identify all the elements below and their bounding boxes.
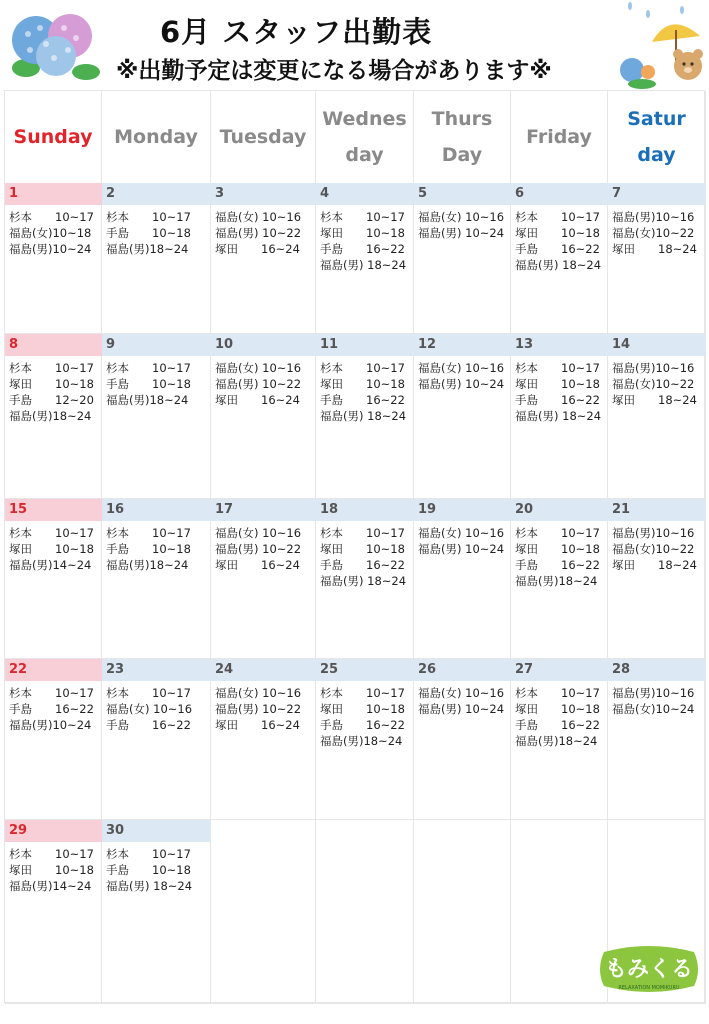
calendar-day-cell bbox=[316, 183, 414, 334]
date-number: 12 bbox=[414, 334, 511, 356]
date-number: 30 bbox=[102, 820, 211, 842]
date-number: 16 bbox=[102, 499, 211, 521]
staff-shift-list: 杉本 10~17 塚田 10~18 福島(男)14~24 bbox=[9, 526, 94, 572]
calendar-day-cell bbox=[211, 659, 316, 820]
date-number: 2 bbox=[102, 183, 211, 205]
umbrella-bear-illustration bbox=[612, 0, 709, 92]
date-number: 3 bbox=[211, 183, 316, 205]
date-number: 10 bbox=[211, 334, 316, 356]
calendar-day-cell bbox=[102, 659, 211, 820]
staff-shift-list: 杉本 10~17 塚田 10~18 手島 16~22 福島(男) 18~24 bbox=[320, 361, 407, 423]
calendar-day-cell bbox=[316, 499, 414, 659]
calendar-grid bbox=[4, 90, 705, 1003]
date-number: 21 bbox=[608, 499, 706, 521]
staff-shift-list: 福島(女) 10~16 福島(男) 10~24 bbox=[418, 210, 505, 240]
staff-shift-list: 福島(女) 10~16 福島(男) 10~24 bbox=[418, 686, 505, 716]
date-number: 9 bbox=[102, 334, 211, 356]
calendar-day-cell bbox=[5, 334, 102, 499]
staff-shift-list: 杉本 10~17 塚田 10~18 手島 16~22 福島(男)18~24 bbox=[515, 686, 600, 748]
weekday-header: Monday bbox=[102, 91, 211, 183]
date-number: 20 bbox=[511, 499, 608, 521]
date-number: 26 bbox=[414, 659, 511, 681]
weekday-header: Wednes day bbox=[316, 91, 414, 183]
calendar-day-cell bbox=[511, 499, 608, 659]
staff-shift-list: 福島(男)10~16 福島(女)10~24 bbox=[612, 686, 695, 716]
staff-shift-list: 杉本 10~17 塚田 10~18 手島 16~22 福島(男) 18~24 bbox=[320, 526, 407, 588]
calendar-day-cell bbox=[211, 183, 316, 334]
staff-shift-list: 杉本 10~17 手島 10~18 福島(男)18~24 bbox=[106, 210, 191, 256]
page-title: 6月 スタッフ出勤表 bbox=[160, 15, 433, 49]
date-number: 11 bbox=[316, 334, 414, 356]
date-number: 13 bbox=[511, 334, 608, 356]
date-number: 6 bbox=[511, 183, 608, 205]
date-number: 24 bbox=[211, 659, 316, 681]
date-number: 19 bbox=[414, 499, 511, 521]
staff-shift-list: 福島(男)10~16 福島(女)10~22 塚田 18~24 bbox=[612, 361, 697, 407]
date-number: 8 bbox=[5, 334, 102, 356]
date-number: 15 bbox=[5, 499, 102, 521]
calendar-day-cell bbox=[511, 820, 608, 1004]
staff-shift-list: 杉本 10~17 福島(女)10~18 福島(男)10~24 bbox=[9, 210, 94, 256]
calendar-day-cell bbox=[211, 820, 316, 1004]
date-number: 7 bbox=[608, 183, 706, 205]
staff-shift-list: 福島(女) 10~16 福島(男) 10~24 bbox=[418, 526, 505, 556]
staff-shift-list: 福島(女) 10~16 福島(男) 10~22 塚田 16~24 bbox=[215, 210, 302, 256]
date-number: 14 bbox=[608, 334, 706, 356]
header bbox=[0, 0, 709, 90]
staff-shift-list: 杉本 10~17 塚田 10~18 手島 16~22 福島(男) 18~24 bbox=[515, 361, 602, 423]
calendar-day-cell bbox=[608, 499, 706, 659]
calendar-day-cell bbox=[211, 334, 316, 499]
staff-shift-list: 福島(女) 10~16 福島(男) 10~22 塚田 16~24 bbox=[215, 526, 302, 572]
staff-shift-list: 杉本 10~17 福島(女) 10~16 手島 16~22 bbox=[106, 686, 193, 732]
calendar-day-cell bbox=[608, 183, 706, 334]
calendar-day-cell bbox=[5, 499, 102, 659]
staff-shift-list: 杉本 10~17 手島 10~18 福島(男) 18~24 bbox=[106, 847, 193, 893]
staff-shift-list: 福島(男)10~16 福島(女)10~22 塚田 18~24 bbox=[612, 210, 697, 256]
calendar-day-cell bbox=[5, 183, 102, 334]
weekday-header: Sunday bbox=[5, 91, 102, 183]
calendar-day-cell bbox=[5, 659, 102, 820]
calendar-day-cell bbox=[608, 659, 706, 820]
weekday-header: Thurs Day bbox=[414, 91, 511, 183]
svg-text:もみくる: もみくる bbox=[604, 957, 694, 982]
page-subtitle: ※出勤予定は変更になる場合があります※ bbox=[116, 58, 552, 84]
calendar-day-cell bbox=[414, 499, 511, 659]
hydrangea-illustration bbox=[6, 6, 106, 86]
date-number: 27 bbox=[511, 659, 608, 681]
staff-shift-list: 杉本 10~17 塚田 10~18 手島 16~22 福島(男) 18~24 bbox=[320, 210, 407, 272]
calendar-day-cell bbox=[511, 659, 608, 820]
svg-text:RELAXATION MOMIKURU: RELAXATION MOMIKURU bbox=[618, 985, 680, 991]
staff-shift-list: 杉本 10~17 手島 16~22 福島(男)10~24 bbox=[9, 686, 94, 732]
calendar-day-cell bbox=[608, 334, 706, 499]
staff-shift-list: 福島(女) 10~16 福島(男) 10~22 塚田 16~24 bbox=[215, 361, 302, 407]
date-number: 29 bbox=[5, 820, 102, 842]
date-number: 5 bbox=[414, 183, 511, 205]
staff-shift-list: 杉本 10~17 手島 10~18 福島(男)18~24 bbox=[106, 526, 191, 572]
calendar-day-cell bbox=[414, 183, 511, 334]
staff-shift-list: 福島(女) 10~16 福島(男) 10~24 bbox=[418, 361, 505, 391]
date-number: 1 bbox=[5, 183, 102, 205]
date-number: 18 bbox=[316, 499, 414, 521]
date-number: 22 bbox=[5, 659, 102, 681]
staff-shift-list: 杉本 10~17 塚田 10~18 手島 16~22 福島(男)18~24 bbox=[320, 686, 405, 748]
momikuru-logo bbox=[596, 942, 702, 994]
calendar-day-cell bbox=[211, 499, 316, 659]
staff-shift-list: 杉本 10~17 塚田 10~18 手島 16~22 福島(男)18~24 bbox=[515, 526, 600, 588]
calendar-day-cell bbox=[102, 499, 211, 659]
calendar-day-cell bbox=[414, 820, 511, 1004]
weekday-header: Satur day bbox=[608, 91, 706, 183]
calendar-day-cell bbox=[511, 334, 608, 499]
staff-shift-list: 杉本 10~17 塚田 10~18 手島 16~22 福島(男) 18~24 bbox=[515, 210, 602, 272]
staff-shift-list: 杉本 10~17 塚田 10~18 手島 12~20 福島(男)18~24 bbox=[9, 361, 94, 423]
staff-shift-list: 福島(女) 10~16 福島(男) 10~22 塚田 16~24 bbox=[215, 686, 302, 732]
calendar-day-cell bbox=[5, 820, 102, 1004]
calendar-day-cell bbox=[316, 659, 414, 820]
calendar-day-cell bbox=[102, 183, 211, 334]
date-number: 25 bbox=[316, 659, 414, 681]
date-number: 17 bbox=[211, 499, 316, 521]
calendar-day-cell bbox=[316, 334, 414, 499]
calendar-day-cell bbox=[102, 334, 211, 499]
staff-shift-list: 杉本 10~17 手島 10~18 福島(男)18~24 bbox=[106, 361, 191, 407]
weekday-header: Tuesday bbox=[211, 91, 316, 183]
calendar-day-cell bbox=[414, 659, 511, 820]
date-number: 4 bbox=[316, 183, 414, 205]
weekday-header: Friday bbox=[511, 91, 608, 183]
staff-shift-list: 杉本 10~17 塚田 10~18 福島(男)14~24 bbox=[9, 847, 94, 893]
calendar-day-cell bbox=[511, 183, 608, 334]
date-number: 28 bbox=[608, 659, 706, 681]
date-number: 23 bbox=[102, 659, 211, 681]
staff-shift-list: 福島(男)10~16 福島(女)10~22 塚田 18~24 bbox=[612, 526, 697, 572]
calendar-day-cell bbox=[316, 820, 414, 1004]
calendar-day-cell bbox=[414, 334, 511, 499]
calendar-day-cell bbox=[102, 820, 211, 1004]
